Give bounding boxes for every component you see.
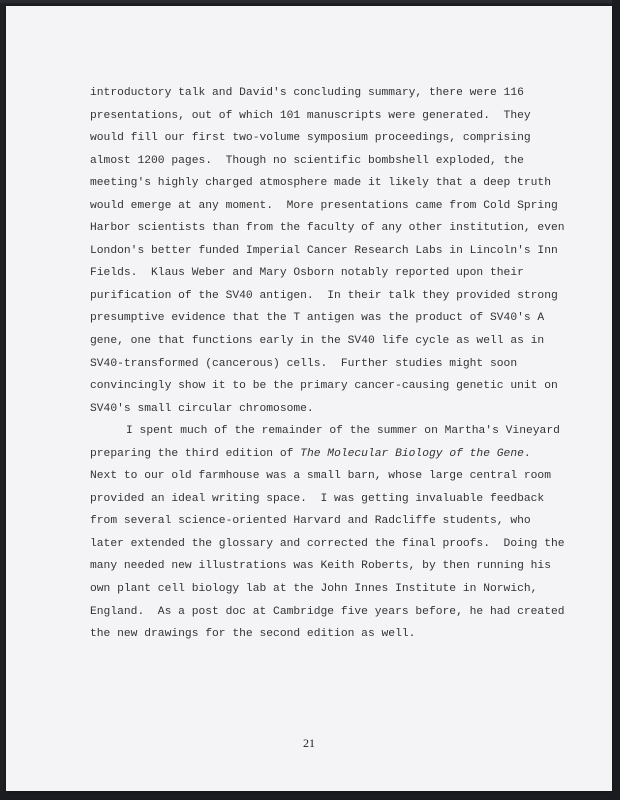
text-line: would fill our first two-volume symposium proceedings, comprising — [90, 132, 531, 145]
text-line: would emerge at any moment. More presentations came from Cold Spring — [90, 199, 558, 212]
text-line: gene, one that functions early in the SV40 life cycle as well as in — [90, 335, 545, 348]
text-line: presumptive evidence that the T antigen was the product of SV40's A — [90, 312, 545, 325]
text-line: from several science-oriented Harvard and Radcliffe students, who — [90, 515, 531, 528]
text-segment: preparing the third edition of — [90, 447, 301, 460]
text-line: convincingly show it to be the primary cancer-causing genetic unit on — [90, 380, 558, 393]
text-line: England. As a post doc at Cambridge five years before, he had created — [90, 605, 565, 618]
text-line: meeting's highly charged atmosphere made it likely that a deep truth — [90, 177, 551, 190]
scan-bottom-edge — [0, 791, 620, 800]
text-line: London's better funded Imperial Cancer Research Labs in Lincoln's Inn — [90, 244, 558, 257]
text-line: purification of the SV40 antigen. In their talk they provided strong — [90, 289, 558, 302]
page-number: 21 — [303, 736, 315, 750]
document-page — [6, 6, 612, 791]
paragraph-first-line: I spent much of the remainder of the summer on Martha's Vineyard — [126, 425, 560, 438]
text-line: the new drawings for the second edition as well. — [90, 628, 416, 641]
scan-right-edge — [612, 0, 620, 800]
body-text — [90, 82, 565, 646]
book-title: The Molecular Biology of the Gene — [300, 447, 524, 460]
text-line: SV40's small circular chromosome. — [90, 402, 314, 415]
text-line: Fields. Klaus Weber and Mary Osborn notably reported upon their — [90, 267, 524, 280]
text-line: provided an ideal writing space. I was getting invaluable feedback — [90, 492, 545, 505]
text-line: introductory talk and David's concluding summary, there were 116 — [90, 87, 524, 99]
text-line: later extended the glossary and corrected the final proofs. Doing the — [90, 537, 565, 550]
text-line: Harbor scientists than from the faculty of any other institution, even — [90, 222, 565, 235]
text-line: Next to our old farmhouse was a small barn, whose large central room — [90, 470, 551, 483]
text-line: presentations, out of which 101 manuscripts were generated. They — [90, 109, 531, 122]
text-segment: . — [523, 447, 531, 460]
text-line: many needed new illustrations was Keith Roberts, by then running his — [90, 560, 551, 573]
text-line: SV40-transformed (cancerous) cells. Further studies might soon — [90, 357, 518, 370]
text-line: own plant cell biology lab at the John Innes Institute in Norwich, — [90, 583, 538, 596]
text-line: almost 1200 pages. Though no scientific bombshell exploded, the — [90, 154, 524, 167]
text-line-with-title — [90, 443, 550, 466]
scan-background — [0, 0, 620, 3]
